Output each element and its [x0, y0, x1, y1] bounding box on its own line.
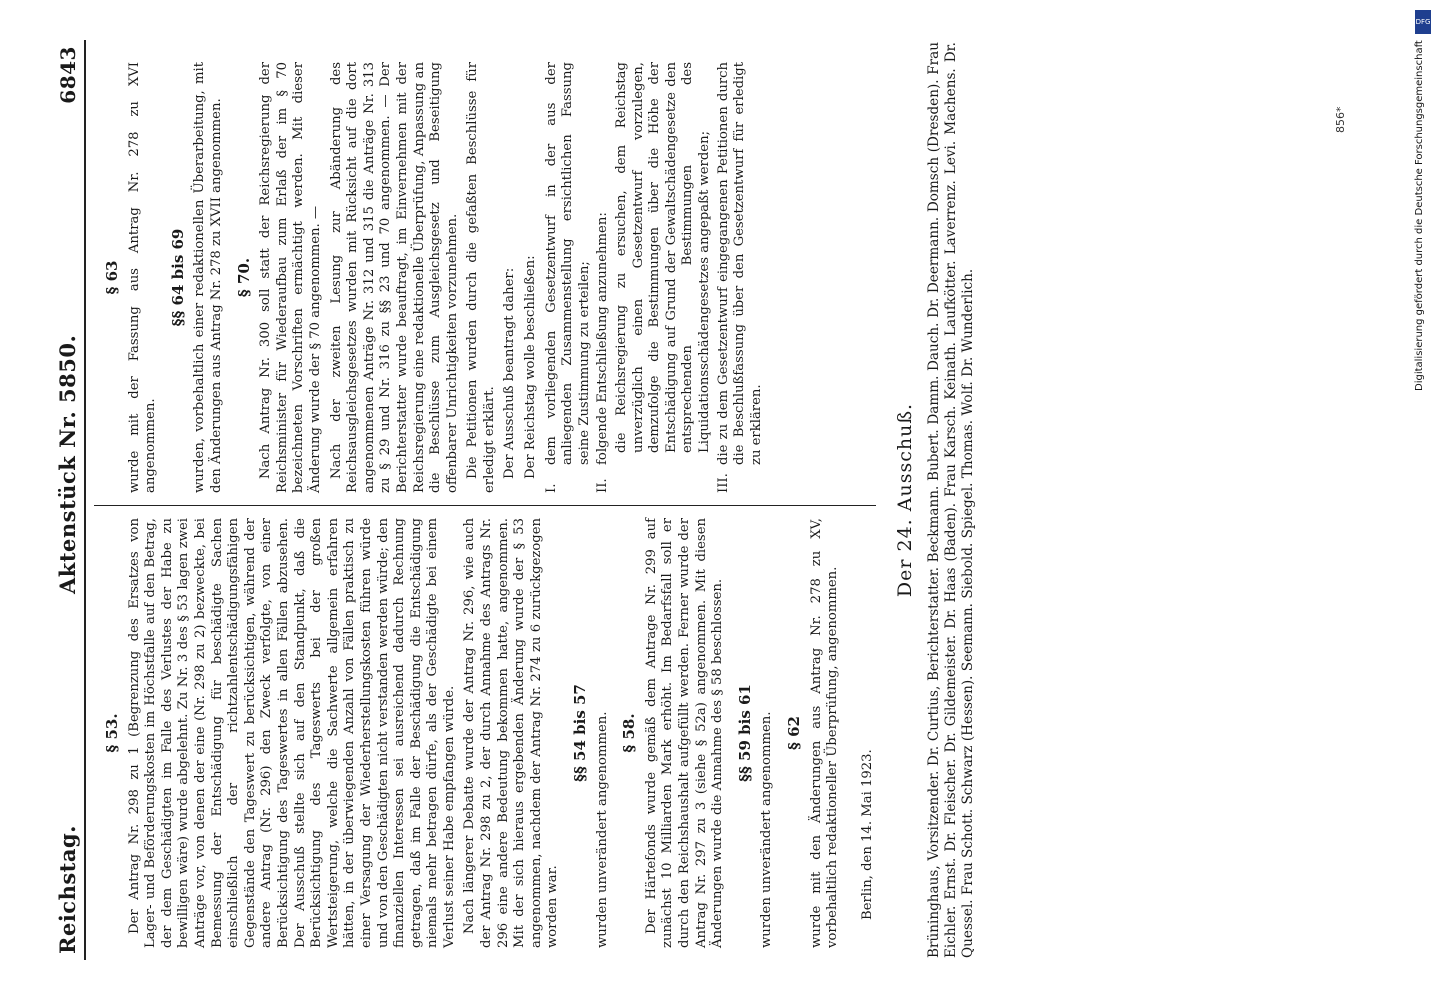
section-63-text: wurde mit der Fassung aus Antrag Nr. 278 zu XVI angenommen. — [126, 62, 159, 493]
motion-item-iii-number: III. — [715, 473, 731, 493]
motion-item-i-number: I. — [543, 483, 559, 493]
motion-item-ii — [595, 62, 612, 493]
motion-item-iii — [716, 62, 766, 493]
motion-item-i-text: dem vorliegenden Gesetzentwurf in der aus der anliegenden Zusammenstellung ersichtlichen Fassung seine Zustimmung zu erteilen; — [543, 62, 592, 465]
header-left: Reichstag. — [55, 825, 80, 954]
section-53-heading: § 53. — [103, 713, 121, 753]
page-number: 6843 — [56, 46, 80, 104]
motion-intro: Der Ausschuß beantragt daher: — [502, 267, 518, 479]
section-63-heading: § 63 — [103, 260, 121, 295]
petitions-paragraph: Die Petitionen wurden durch die gefaßten Beschlüsse für erledigt erklärt. — [465, 62, 497, 493]
section-58-heading: § 58. — [620, 713, 639, 753]
left-column — [94, 505, 876, 960]
section-70-paragraph-2: Nach der zweiten Lesung zur Abänderung des Reichsausgleichsgesetzes wurden mit Rücksicht auf die dort angenommenen Anträge Nr. 312 und 315 die Anträge Nr. 313 zu § 29 und Nr. 316 zu §§ 23 und 70 angenommen. — Der Berichterstatter wurde beauftragt, im Einvernehmen mit der Reichsregierung eine redaktionelle Überprüfung, Anpassung an die Beschlüsse zum Ausgleichsgesetz und Beseitigung offenbarer Unrichtigkeiten vorzunehmen. — [328, 62, 460, 493]
section-62-heading: § 62 — [784, 716, 803, 750]
motion-item-ii-text: folgende Entschließung anzunehmen: — [595, 212, 611, 465]
section-59-61-text: wurden unverändert angenommen. — [759, 711, 775, 948]
section-59-61-heading: §§ 59 bis 61 — [735, 684, 754, 782]
page-content — [55, 40, 977, 960]
section-70-paragraph-1: Nach Antrag Nr. 300 soll statt der Reichsregierung der Reichsminister für Wiederaufbau zum Erlaß der im § 70 bezeichneten Vorschriften ermächtigt werden. Mit dieser Änderung wurde der § 70 angenommen. — — [258, 62, 323, 493]
motion-item-i — [544, 62, 594, 493]
section-58-paragraph: Der Härtefonds wurde gemäß dem Antrage Nr. 299 auf zunächst 10 Milliarden Mark erhöht. Im Bedarfsfall soll er durch den Reichshaushalt aufgefüllt werden. Ferner wurde der Antrag Nr. 297 zu 3 (siehe § 52a) angenommen. Mit diesen Änderungen wurde die Annahme des § 58 beschlossen. — [643, 518, 726, 948]
section-54-57-text: wurden unverändert angenommen. — [594, 711, 610, 948]
digitization-credit: Digitalisierung gefördert durch die Deutsche Forschungsgemeinschaft — [1414, 40, 1425, 391]
dfg-logo: DFG — [1415, 10, 1431, 34]
running-header — [55, 40, 86, 960]
right-column — [94, 50, 876, 505]
motion-item-ii-resolution: die Reichsregierung zu ersuchen, dem Reichstag unverzüglich einen Gesetzentwurf vorzulegen, demzufolge die Bestimmungen über die Höhe der Entschädigung auf Grund der Gewaltschädengesetze den entsprechenden Bestimmungen des Liquidationsschädengesetzes angepaßt werden; — [614, 62, 712, 453]
two-column-body — [94, 40, 876, 960]
section-70-heading: § 70. — [234, 257, 253, 298]
section-53-paragraph-2: Nach längerer Debatte wurde der Antrag Nr. 296, wie auch der Antrag Nr. 298 zu 2, der durch Annahme des Antrags Nr. 296 eine andere Bedeutung bekommen hatte, angenommen. Mit der sich hieraus ergebenden Änderung wurde der § 53 angenommen, nachdem der Antrag Nr. 274 zu 6 zurückgezogen worden war. — [462, 518, 561, 948]
section-54-57-heading: §§ 54 bis 57 — [571, 684, 590, 782]
section-53-paragraph-1: Der Antrag Nr. 298 zu 1 (Begrenzung des Ersatzes von Lager- und Beförderungskosten im Höchstfalle auf den Betrag, der dem Geschädigten im Falle des Verlustes der Habe zu bewilligen wäre) wurde abgelehnt. Zu Nr. 3 des § 53 lagen zwei Anträge vor, von denen der eine (Nr. 298 zu 2) bezweckte, bei Bemessung der Entschädigung für beschädigte Sachen einschließlich der richtzahlentschädigungsfähigen Gegenstände den Tageswert zu berücksichtigen, während der andere Antrag (Nr. 296) den Zweck verfolgte, von einer Berücksichtigung des Tageswertes in allen Fällen abzusehen. Der Ausschuß stellte sich auf den Standpunkt, daß die Berücksichtigung des Tageswerts bei der großen Wertsteigerung, welche die Sachwerte allgemein erfahren hätten, in der überwiegenden Anzahl von Fällen praktisch zu einer Versagung der Wiederherstellungskosten führen würde und von den Geschädigten nicht verstanden werden würde; den finanziellen Interessen sei ausreichend dadurch Rechnung getragen, daß im Falle der Beschädigung die Entschädigung niemals mehr betragen dürfe, als der Geschädigte bei einem Verlust seiner Habe empfangen würde. — [126, 518, 457, 948]
committee-members: Brüninghaus, Vorsitzender. Dr. Curtius, Berichterstatter. Beckmann. Bubert. Damm. Dauch. Dr. Deermann. Domsch (Dresden). Frau Eichler. Ernst. Dr. Fleischer. Dr. Gildemeister. Dr. Haas (Baden). Frau Karsch. Keinath. Laufkötter. Laverrenz. Levi. Machens. Dr. Quessel. Frau Schott. Schwarz (Hessen). Seemann. Siebold. Spiegel. Thomas. Wolf. Dr. Wunderlich. — [926, 42, 977, 958]
motion-resolve: Der Reichstag wolle beschließen: — [523, 255, 539, 479]
motion-item-ii-number: II. — [595, 478, 611, 493]
motion-item-iii-text: die zu dem Gesetzentwurf eingegangenen Petitionen durch die Beschlußfassung über den Gesetzentwurf für erledigt zu erklären. — [715, 62, 764, 465]
header-title: Aktenstück Nr. 5850. — [55, 334, 80, 595]
dateline: Berlin, den 14. Mai 1923. — [859, 749, 875, 920]
digitization-note — [1414, 10, 1432, 990]
committee-title: Der 24. Ausschuß. — [894, 402, 917, 598]
section-62-text: wurde mit den Änderungen aus Antrag Nr. 278 zu XV, vorbehaltlich redaktioneller Überprüfung, angenommen. — [808, 518, 841, 948]
page-mark: 856* — [1334, 106, 1347, 133]
section-64-69-text: wurden, vorbehaltlich einer redaktionellen Überarbeitung, mit den Änderungen aus Antrag Nr. 278 zu XVII angenommen. — [192, 62, 224, 493]
section-64-69-heading: §§ 64 bis 69 — [168, 228, 187, 327]
